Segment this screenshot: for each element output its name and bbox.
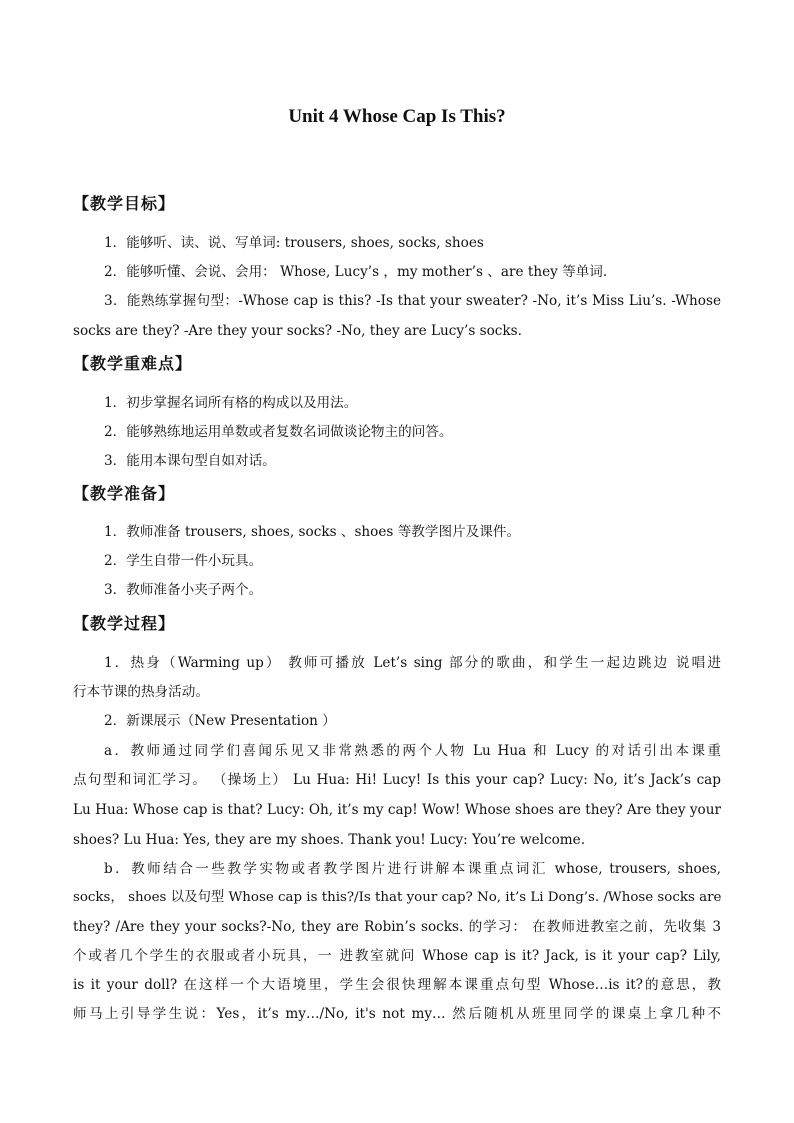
difficulty-item: 2．能够熟练地运用单数或者复数名词做谈论物主的问答。 [104,424,453,440]
process-line: 2．新课展示（New Presentation ） [104,713,336,729]
preparation-item: 2．学生自带一件小玩具。 [104,553,263,569]
process-line: 行本节课的热身活动。 [73,684,209,700]
process-line: they? /Are they your socks?-No, they are Robin’s socks. 的学习： 在教师进教室之前，先收集 3 [73,919,721,935]
document-title: Unit 4 Whose Cap Is This? [288,106,506,127]
difficulty-item: 3．能用本课句型自如对话。 [104,453,276,469]
process-line: 点句型和词汇学习。 （操场上） Lu Hua: Hi! Lucy! Is this your cap? Lucy: No, it’s Jack’s cap [73,772,721,788]
process-line: shoes? Lu Hua: Yes, they are my shoes. Thank you! Lucy: You’re welcome. [73,832,586,848]
goal-item: 2．能够听懂、会说、会用： Whose, Lucy’s ，my mother’s 、are they 等单词. [104,264,608,280]
goal-item: 1．能够听、读、说、写单词: trousers, shoes, socks, shoes [104,235,484,251]
process-line: b．教师结合一些教学实物或者教学图片进行讲解本课重点词汇 whose, trousers, shoes, [104,861,721,877]
section-heading-goals: 【教学目标】 [73,194,176,213]
process-line: 1．热身（Warming up） 教师可播放 Let’s sing 部分的歌曲，和学生一起边跳边 说唱进 [104,655,721,671]
goal-item-continuation: socks are they? -Are they your socks? -No, they are Lucy’s socks. [73,323,522,339]
goal-item: 3．能熟练掌握句型：-Whose cap is this? -Is that your sweater? -No, it’s Miss Liu’s. -Whose [104,293,721,309]
preparation-item: 1．教师准备 trousers, shoes, socks 、shoes 等教学图片及课件。 [104,524,521,540]
difficulty-item: 1．初步掌握名词所有格的构成以及用法。 [104,395,358,411]
section-heading-process: 【教学过程】 [73,614,176,633]
process-line: a．教师通过同学们喜闻乐见又非常熟悉的两个人物 Lu Hua 和 Lucy 的对话引出本课重 [104,743,721,759]
process-line: socks， shoes 以及句型 Whose cap is this?/Is that your cap? No, it’s Li Dong’s. /Whose socks are [73,890,722,905]
process-line: Lu Hua: Whose cap is that? Lucy: Oh, it’s my cap! Wow! Whose shoes are they? Are they your [73,802,721,818]
section-heading-preparation: 【教学准备】 [73,484,176,503]
process-line: is it your doll? 在这样一个大语境里，学生会很快理解本课重点句型 Whose…is it?的意思，教 [73,977,721,993]
process-line: 个或者几个学生的衣服或者小玩具，一 进教室就问 Whose cap is it? Jack, is it your cap? Lily, [73,948,721,964]
process-line: 师马上引导学生说：Yes，it’s my…/No, it's not my… 然后随机从班里同学的课桌上拿几种不 [73,1006,721,1022]
preparation-item: 3．教师准备小夹子两个。 [104,582,263,598]
section-heading-difficulties: 【教学重难点】 [73,354,193,373]
